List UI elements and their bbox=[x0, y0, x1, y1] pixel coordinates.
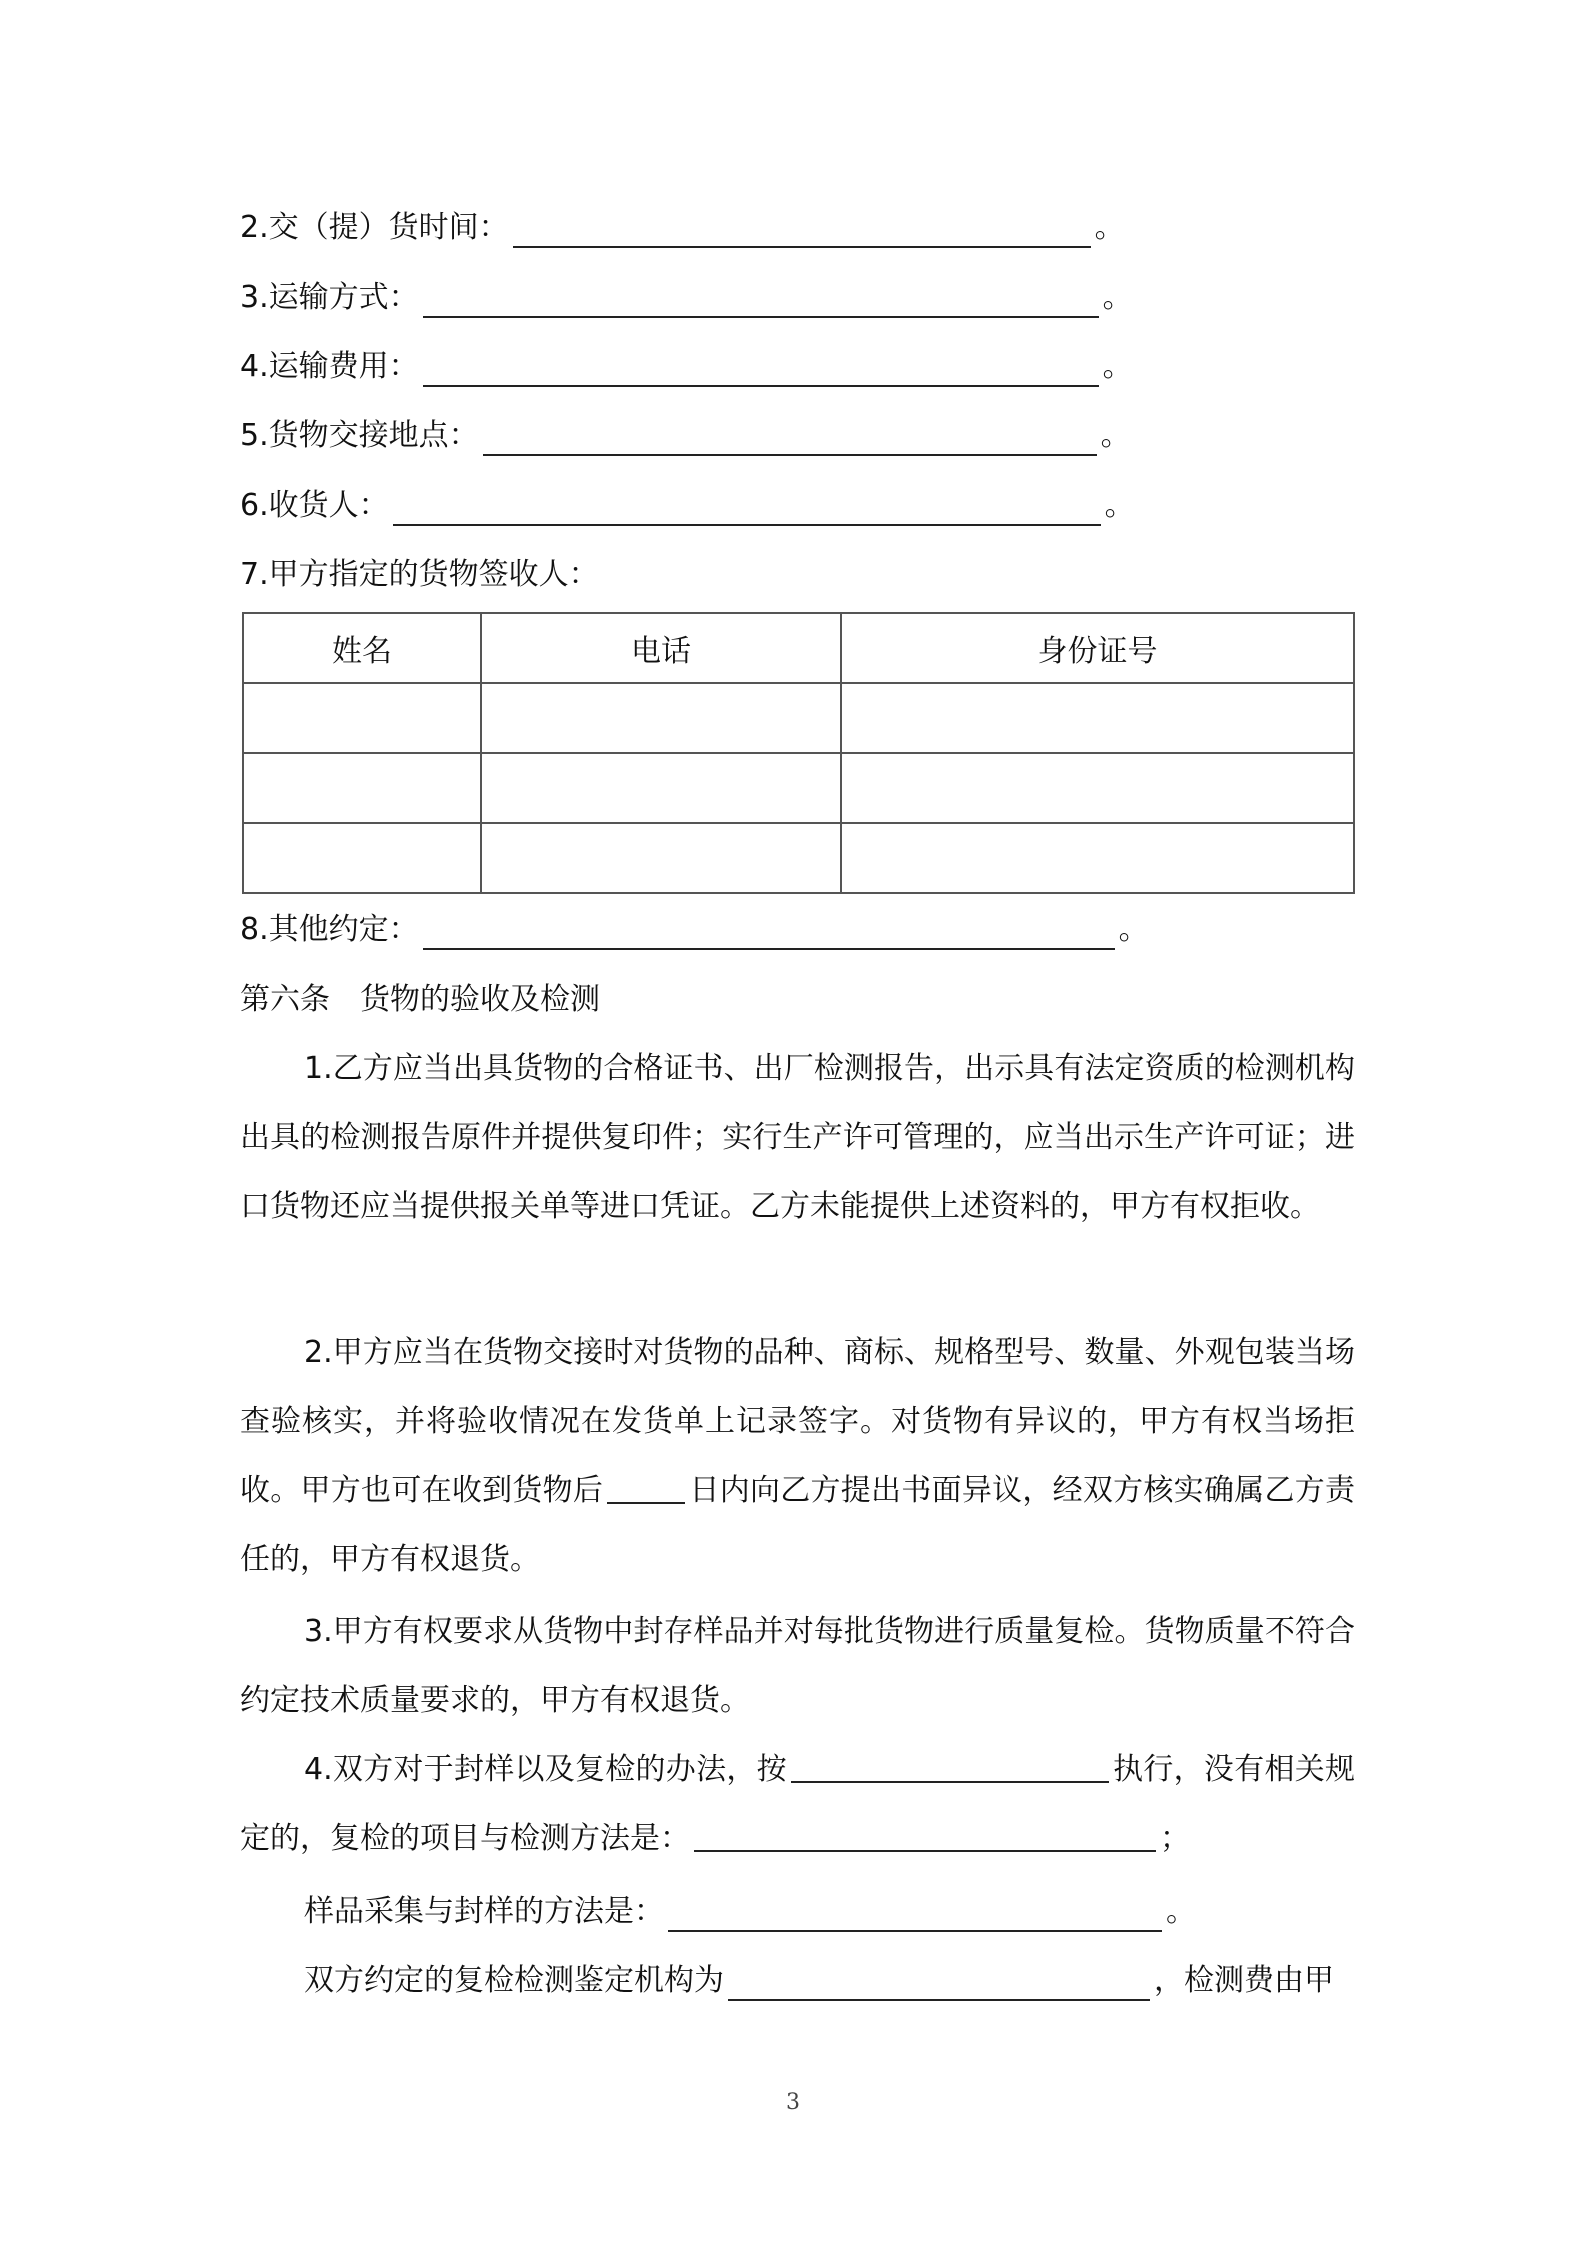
table-cell[interactable] bbox=[841, 683, 1354, 753]
col-header-id: 身份证号 bbox=[841, 613, 1354, 683]
section-title: 第六条 货物的验收及检测 bbox=[240, 982, 600, 1017]
item-end: 。 bbox=[1104, 488, 1135, 523]
item-handover-place bbox=[240, 416, 1355, 456]
sampling-method-line bbox=[304, 1892, 1355, 1932]
item-label: 2.交（提）货时间： bbox=[240, 210, 509, 245]
item-label: 4.运输费用： bbox=[240, 349, 419, 384]
paragraph bbox=[240, 1735, 1355, 1873]
item-transport-cost bbox=[240, 347, 1355, 387]
fill-blank[interactable] bbox=[513, 216, 1091, 248]
item-transport-method bbox=[240, 278, 1355, 318]
fill-blank[interactable] bbox=[728, 1969, 1150, 2001]
fill-blank[interactable] bbox=[423, 355, 1099, 387]
item-end: 。 bbox=[1166, 1894, 1196, 1929]
signer-table bbox=[242, 612, 1355, 894]
fill-blank[interactable] bbox=[423, 918, 1115, 950]
table-cell[interactable] bbox=[841, 753, 1354, 823]
fill-blank[interactable] bbox=[483, 424, 1097, 456]
item-end: 。 bbox=[1094, 210, 1125, 245]
table-cell[interactable] bbox=[243, 753, 481, 823]
fill-blank[interactable] bbox=[607, 1474, 685, 1504]
item-label: 样品采集与封样的方法是： bbox=[304, 1894, 664, 1929]
inspection-agency-line bbox=[304, 1961, 1355, 2001]
item-label: 8.其他约定： bbox=[240, 912, 419, 947]
item-delivery-time bbox=[240, 208, 1355, 248]
paragraph-text: 日内向乙方提出书面异议，经双方核实确属乙方责任的，甲方有权退货。 bbox=[240, 1473, 1356, 1577]
item-label: 双方约定的复检检测鉴定机构为 bbox=[304, 1963, 724, 1998]
table-cell[interactable] bbox=[481, 683, 841, 753]
col-header-name: 姓名 bbox=[243, 613, 481, 683]
table-cell[interactable] bbox=[243, 683, 481, 753]
item-label: 6.收货人： bbox=[240, 488, 389, 523]
table-cell[interactable] bbox=[243, 823, 481, 893]
table-header-row bbox=[243, 613, 1354, 683]
fill-blank[interactable] bbox=[393, 494, 1101, 526]
item-label: 7.甲方指定的货物签收人： bbox=[240, 557, 599, 592]
fill-blank[interactable] bbox=[423, 286, 1099, 318]
paragraph-text: 执行，没有相关规定的，复检的项目与检测方法是： bbox=[240, 1752, 1355, 1856]
col-header-phone: 电话 bbox=[481, 613, 841, 683]
paragraph: 1.乙方应当出具货物的合格证书、出厂检测报告，出示具有法定资质的检测机构出具的检测报告原件并提供复印件；实行生产许可管理的，应当出示生产许可证；进口货物还应当提供报关单等进口凭证。乙方未能提供上述资料的，甲方有权拒收。 bbox=[240, 1051, 1355, 1224]
paragraph-text: 4.双方对于封样以及复检的办法，按 bbox=[304, 1752, 787, 1787]
item-other-agreements bbox=[240, 910, 1355, 950]
item-consignee bbox=[240, 486, 1355, 526]
fill-blank[interactable] bbox=[668, 1900, 1162, 1932]
item-end: 。 bbox=[1102, 280, 1133, 315]
item-designated-signer bbox=[240, 555, 1355, 595]
table-row bbox=[243, 683, 1354, 753]
item-text: ，检测费由甲 bbox=[1154, 1963, 1334, 1998]
item-end: 。 bbox=[1100, 418, 1131, 453]
table-row bbox=[243, 823, 1354, 893]
item-label: 5.货物交接地点： bbox=[240, 418, 479, 453]
table-cell[interactable] bbox=[481, 823, 841, 893]
table-cell[interactable] bbox=[481, 753, 841, 823]
paragraph: 3.甲方有权要求从货物中封存样品并对每批货物进行质量复检。货物质量不符合约定技术质量要求的，甲方有权退货。 bbox=[240, 1614, 1355, 1718]
page-number: 3 bbox=[786, 2090, 800, 2115]
paragraph bbox=[240, 1318, 1355, 1594]
table-row bbox=[243, 753, 1354, 823]
item-end: 。 bbox=[1118, 912, 1149, 947]
item-label: 3.运输方式： bbox=[240, 280, 419, 315]
paragraph-text: 2.甲方应当在货物交接时对货物的品种、商标、规格型号、数量、外观包装当场查验核实，并将验收情况在发货单上记录签字。对货物有异议的，甲方有权当场拒收。甲方也可在收到货物后 bbox=[240, 1335, 1355, 1508]
fill-blank[interactable] bbox=[694, 1822, 1156, 1852]
item-end: 。 bbox=[1102, 349, 1133, 384]
fill-blank[interactable] bbox=[791, 1753, 1109, 1783]
table-cell[interactable] bbox=[841, 823, 1354, 893]
paragraph-end: ； bbox=[1160, 1821, 1190, 1856]
